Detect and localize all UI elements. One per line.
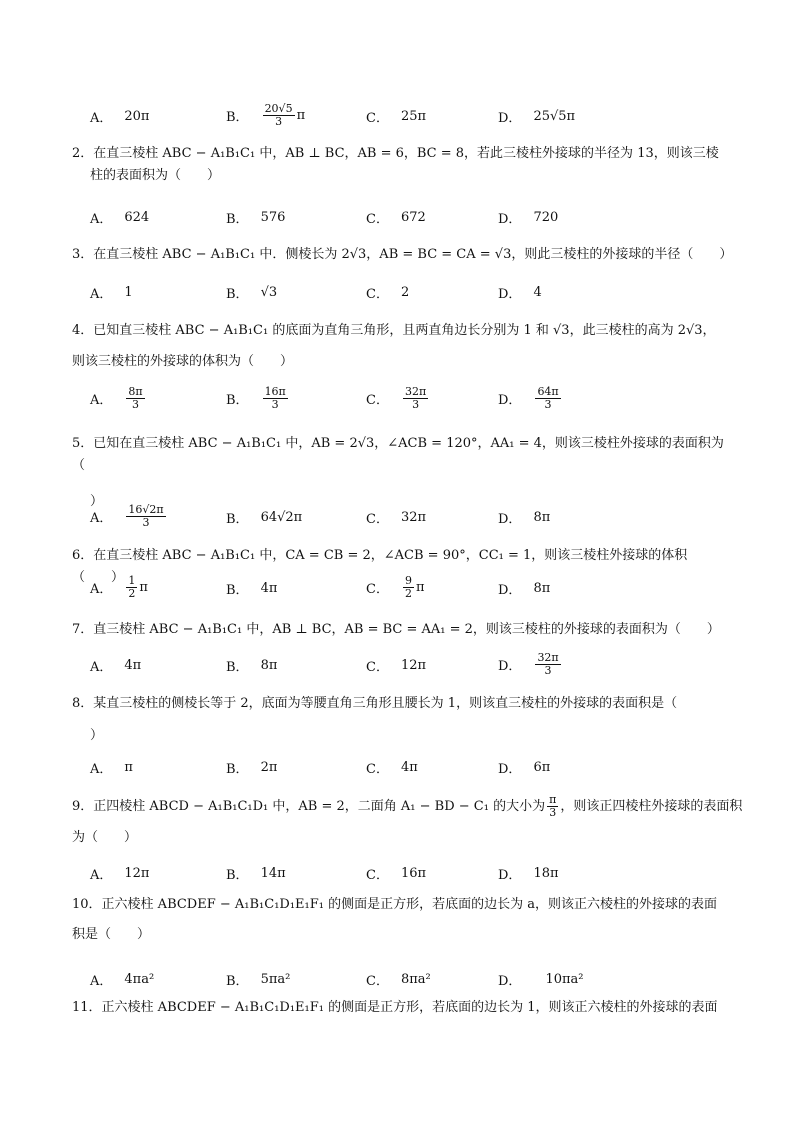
option-value: 16π	[400, 866, 427, 881]
q4-option-b[interactable]	[226, 386, 290, 411]
fraction-denominator: 3	[275, 115, 283, 128]
q5-option-c[interactable]	[366, 508, 426, 527]
option-label: B．	[226, 110, 249, 125]
option-value: 12π	[124, 866, 150, 881]
fraction-numerator: 64π	[537, 385, 559, 398]
question-text-line1: 10．正六棱柱 ABCDEF − A₁B₁C₁D₁E₁F₁ 的侧面是正方形，若底面的边长为 a，则该正六棱柱的外接球的表面	[72, 897, 717, 912]
option-label: D．	[498, 287, 522, 302]
option-tail: π	[139, 580, 148, 595]
option-label: D．	[498, 762, 522, 777]
question-9	[72, 793, 743, 849]
question-text-line1: 4．已知直三棱柱 ABC − A₁B₁C₁ 的底面为直角三角形，且两直角边长分别为 1 和 √3，此三棱柱的高为 2√3，	[72, 323, 716, 338]
fraction-numerator: π	[549, 793, 557, 806]
q3-option-b[interactable]	[226, 283, 277, 302]
question-10	[72, 894, 732, 946]
question-text-line2: 积是（ ）	[72, 927, 151, 942]
option-value: 2π	[260, 760, 278, 775]
option-value: 576	[260, 210, 286, 225]
fraction-denominator: 2	[404, 587, 412, 600]
option-value: 6π	[533, 760, 551, 775]
option-label: D．	[498, 111, 522, 126]
option-value: 25π	[400, 109, 427, 124]
question-text-part: 9．正四棱柱 ABCD − A₁B₁C₁D₁ 中，AB = 2，二面角 A₁ − BD − C₁ 的大小为	[72, 798, 546, 814]
option-label: B．	[226, 287, 249, 302]
option-label: C．	[366, 660, 389, 675]
option-value: 64√2π	[260, 510, 303, 525]
fraction-numerator: 16√2π	[128, 503, 164, 516]
q2-option-c[interactable]	[366, 208, 426, 227]
fraction	[263, 386, 288, 411]
option-value: 4πa²	[124, 972, 155, 987]
question-text-line1	[72, 793, 743, 819]
fraction-numerator: 8π	[128, 385, 143, 398]
question-4	[72, 320, 732, 373]
q10-option-c[interactable]	[366, 970, 431, 989]
fraction-numerator: 16π	[264, 385, 286, 398]
fraction-denominator: 3	[544, 398, 552, 411]
option-label: C．	[366, 582, 389, 597]
option-value: √3	[260, 285, 278, 300]
option-value: 8πa²	[400, 972, 431, 987]
option-value: 18π	[533, 866, 559, 881]
fraction-denominator: 3	[142, 516, 150, 529]
option-label: B．	[226, 868, 249, 883]
q3-option-a[interactable]	[90, 283, 133, 302]
fraction-denominator: 3	[271, 398, 279, 411]
q5-options	[90, 504, 730, 534]
option-tail: π	[415, 580, 425, 595]
option-label: C．	[366, 393, 389, 408]
q6-options	[90, 575, 730, 605]
option-value: 32π	[400, 510, 427, 525]
option-tail: π	[296, 108, 306, 123]
q2-option-b[interactable]	[226, 208, 285, 227]
q3-option-d[interactable]	[498, 283, 542, 302]
q1-option-c[interactable]	[366, 107, 426, 126]
option-label: A．	[90, 393, 113, 408]
q1-option-a[interactable]	[90, 107, 149, 126]
q2-option-a[interactable]	[90, 208, 149, 227]
question-2	[72, 143, 732, 187]
fraction-denominator: 3	[412, 398, 420, 411]
q9-option-a[interactable]	[90, 864, 149, 883]
option-label: A．	[90, 762, 113, 777]
option-label: B．	[226, 762, 249, 777]
option-label: B．	[226, 393, 249, 408]
question-text-line1: 3．在直三棱柱 ABC − A₁B₁C₁ 中．侧棱长为 2√3，AB = BC = CA = √3，则此三棱柱的外接球的半径（ ）	[72, 247, 733, 262]
q6-option-c[interactable]	[366, 575, 425, 600]
q6-option-b[interactable]	[226, 579, 277, 598]
fraction-denominator: 3	[549, 806, 557, 819]
fraction	[126, 504, 165, 529]
question-text-line1: 11．正六棱柱 ABCDEF − A₁B₁C₁D₁E₁F₁ 的侧面是正方形，若底面的边长为 1，则该正六棱柱的外接球的表面	[72, 1000, 718, 1015]
q9-option-b[interactable]	[226, 864, 286, 883]
q7-option-b[interactable]	[226, 656, 277, 675]
option-value: 12π	[400, 658, 427, 673]
question-3	[72, 244, 732, 266]
q2-option-d[interactable]	[498, 208, 558, 227]
fraction-denominator: 2	[128, 587, 136, 600]
option-label: B．	[226, 660, 249, 675]
option-label: D．	[498, 974, 522, 989]
fraction	[535, 386, 560, 411]
fraction	[263, 103, 295, 128]
q9-option-c[interactable]	[366, 864, 426, 883]
option-label: A．	[90, 660, 113, 675]
fraction-numerator: 32π	[404, 385, 427, 398]
question-text-line2: ）	[90, 728, 104, 743]
q5-option-a[interactable]	[90, 504, 168, 529]
option-value: 8π	[533, 581, 551, 596]
option-value: π	[124, 760, 133, 775]
q4-option-d[interactable]	[498, 386, 563, 411]
q3-options	[90, 283, 730, 313]
fraction-numerator: 9	[404, 574, 412, 587]
option-label: C．	[366, 974, 389, 989]
option-label: D．	[498, 868, 522, 883]
question-text-line1: 5．已知在直三棱柱 ABC − A₁B₁C₁ 中，AB = 2√3，∠ACB = 120°，AA₁ = 4，则该三棱柱外接球的表面积为（	[72, 436, 724, 473]
option-label: B．	[226, 212, 249, 227]
question-text-line1: 7．直三棱柱 ABC − A₁B₁C₁ 中，AB ⊥ BC，AB = BC = AA₁ = 2，则该三棱柱的外接球的表面积为（ ）	[72, 622, 720, 637]
fraction	[126, 386, 144, 411]
q1-option-b[interactable]	[226, 103, 305, 128]
q10-option-a[interactable]	[90, 970, 154, 989]
q7-option-c[interactable]	[366, 656, 426, 675]
option-value: 720	[533, 210, 559, 225]
option-value: 672	[400, 210, 426, 225]
question-text-line2: 为（ ）	[72, 830, 138, 845]
question-5	[72, 433, 732, 513]
option-label: B．	[226, 583, 249, 598]
option-value: 8π	[533, 510, 551, 525]
option-label: D．	[498, 659, 522, 674]
option-label: D．	[498, 512, 522, 527]
option-label: D．	[498, 393, 522, 408]
q10-options	[90, 970, 730, 1000]
option-value: 5πa²	[260, 972, 291, 987]
q6-option-a[interactable]	[90, 575, 148, 600]
option-value: 25√5π	[533, 109, 576, 124]
q10-option-d[interactable]	[498, 970, 584, 989]
question-text-line1: 8．某直三棱柱的侧棱长等于 2，底面为等腰直角三角形且腰长为 1，则该直三棱柱的外接球的表面积是（	[72, 696, 678, 711]
q10-option-b[interactable]	[226, 970, 290, 989]
q1-option-d[interactable]	[498, 107, 575, 126]
q7-option-a[interactable]	[90, 656, 141, 675]
option-label: A．	[90, 582, 113, 597]
option-label: A．	[90, 511, 113, 526]
question-text-line1: 6．在直三棱柱 ABC − A₁B₁C₁ 中，CA = CB = 2，∠ACB = 90°，CC₁ = 1，则该三棱柱外接球的体积（ ）	[72, 548, 688, 585]
fraction	[403, 575, 414, 600]
option-value: 4π	[400, 760, 418, 775]
option-label: D．	[498, 583, 522, 598]
q8-option-c[interactable]	[366, 758, 418, 777]
option-value: 14π	[260, 866, 286, 881]
fraction	[547, 794, 558, 819]
option-value: 624	[124, 210, 150, 225]
q8-option-d[interactable]	[498, 758, 550, 777]
q6-option-d[interactable]	[498, 579, 550, 598]
fraction-numerator: 1	[128, 574, 136, 587]
fraction-denominator: 3	[544, 664, 552, 677]
question-11	[72, 997, 732, 1019]
q8-options	[90, 758, 730, 788]
question-8	[72, 693, 732, 747]
option-label: A．	[90, 287, 113, 302]
q8-option-a[interactable]	[90, 758, 133, 777]
option-label: C．	[366, 212, 389, 227]
q4-option-a[interactable]	[90, 386, 147, 411]
fraction-denominator: 3	[132, 398, 139, 411]
option-label: A．	[90, 212, 113, 227]
option-value: 20π	[124, 109, 150, 124]
fraction	[535, 652, 560, 677]
option-value: 10πa²	[545, 972, 584, 987]
option-label: A．	[90, 868, 113, 883]
option-value: 8π	[260, 658, 278, 673]
q4-option-c[interactable]	[366, 386, 430, 411]
option-label: B．	[226, 512, 249, 527]
option-value: 1	[124, 285, 133, 300]
q5-option-d[interactable]	[498, 508, 550, 527]
option-label: C．	[366, 287, 389, 302]
option-label: B．	[226, 974, 249, 989]
question-7	[72, 619, 732, 641]
question-text-line2: 柱的表面积为（ ）	[90, 168, 221, 183]
option-label: C．	[366, 762, 389, 777]
option-label: A．	[90, 111, 113, 126]
fraction	[403, 386, 428, 411]
option-label: D．	[498, 212, 522, 227]
q8-option-b[interactable]	[226, 758, 277, 777]
q5-option-b[interactable]	[226, 508, 302, 527]
option-label: C．	[366, 512, 389, 527]
fraction-numerator: 20√5	[264, 102, 293, 115]
fraction	[126, 575, 137, 600]
q2-options	[90, 208, 730, 238]
q4-options	[90, 386, 730, 416]
q3-option-c[interactable]	[366, 283, 409, 302]
fraction-numerator: 32π	[537, 651, 559, 664]
q9-options	[90, 864, 730, 894]
option-label: C．	[366, 868, 389, 883]
q7-options	[90, 652, 730, 682]
option-value: 2	[400, 285, 410, 300]
option-value: 4π	[124, 658, 142, 673]
question-text-line1: 2．在直三棱柱 ABC − A₁B₁C₁ 中，AB ⊥ BC，AB = 6，BC = 8，若此三棱柱外接球的半径为 13，则该三棱	[72, 146, 719, 161]
question-text-line2: ）	[90, 494, 104, 509]
option-value: 4π	[260, 581, 278, 596]
option-label: A．	[90, 974, 113, 989]
q9-option-d[interactable]	[498, 864, 559, 883]
question-text-line2: 则该三棱柱的外接球的体积为（ ）	[72, 354, 294, 369]
option-label: C．	[366, 111, 389, 126]
q1-options	[90, 103, 730, 133]
q7-option-d[interactable]	[498, 652, 563, 677]
option-value: 4	[533, 285, 542, 300]
question-text-part: ，则该正四棱柱外接球的表面积	[560, 798, 743, 814]
